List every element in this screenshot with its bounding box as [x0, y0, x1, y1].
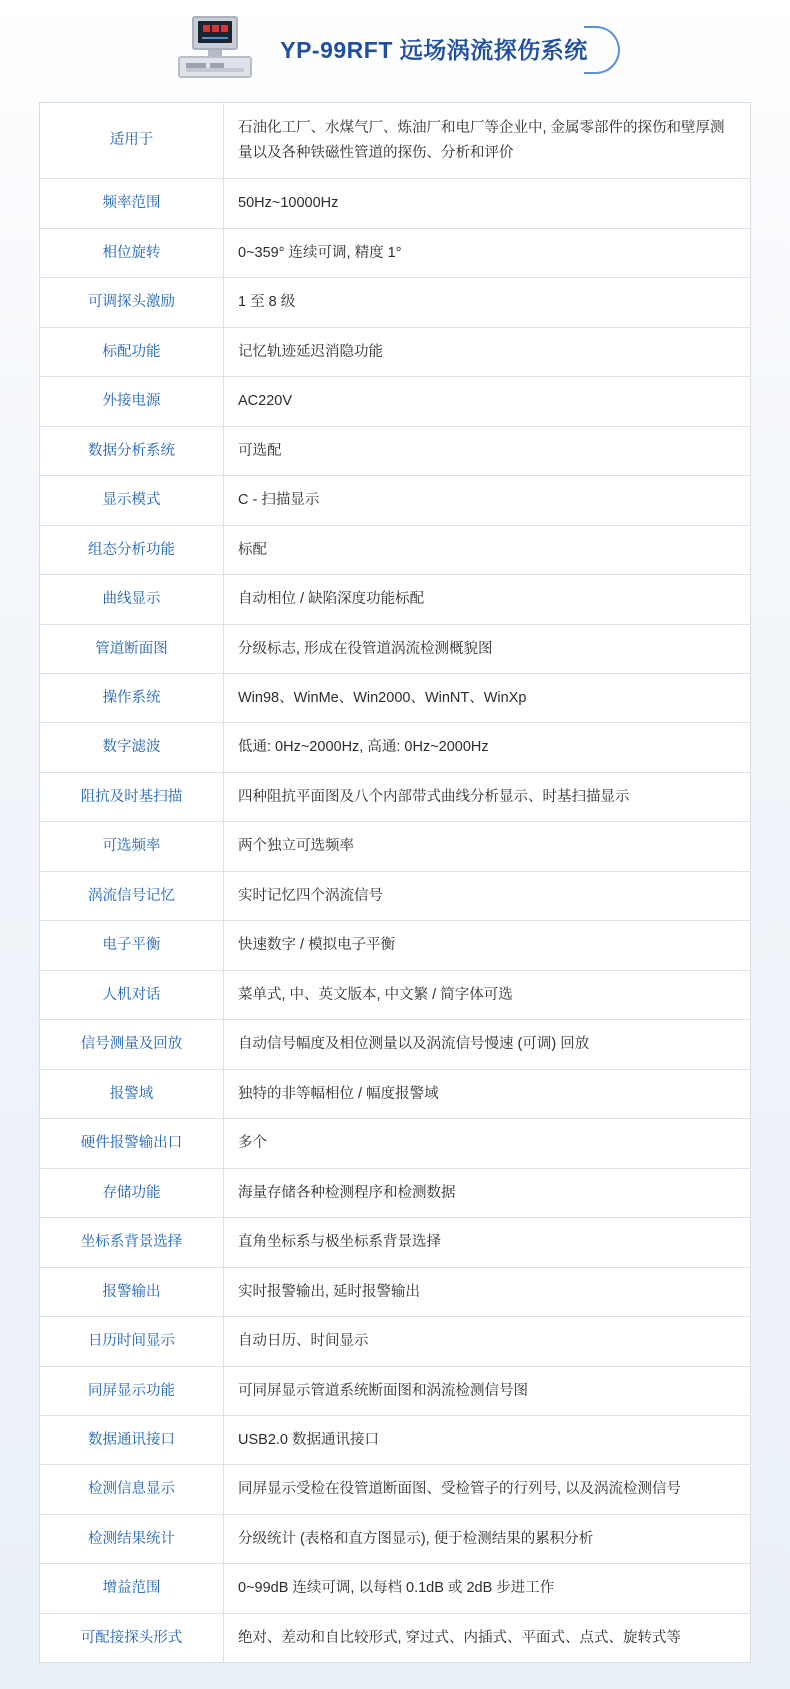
spec-value: 自动相位 / 缺陷深度功能标配	[238, 591, 425, 608]
table-row	[40, 624, 751, 673]
spec-label: 频率范围	[40, 179, 224, 228]
table-row	[40, 377, 751, 426]
spec-value: 直角坐标系与极坐标系背景选择	[238, 1234, 441, 1251]
spec-value: C - 扫描显示	[238, 492, 320, 509]
spec-value: 0~359° 连续可调, 精度 1°	[238, 244, 402, 261]
spec-value: 可同屏显示管道系统断面图和涡流检测信号图	[238, 1382, 528, 1399]
table-row	[40, 1416, 751, 1465]
table-row	[40, 1267, 751, 1316]
table-row	[40, 673, 751, 722]
table-row	[40, 921, 751, 970]
spec-label: 可选频率	[40, 822, 224, 871]
spec-label: 报警域	[40, 1069, 224, 1118]
table-row	[40, 772, 751, 821]
spec-label: 信号测量及回放	[40, 1020, 224, 1069]
spec-label: 显示模式	[40, 476, 224, 525]
monitor-screen	[192, 16, 238, 50]
table-row	[40, 228, 751, 277]
specification-table-body	[40, 103, 751, 1663]
spec-value: 两个独立可选频率	[238, 838, 354, 855]
spec-value: 50Hz~10000Hz	[238, 195, 339, 212]
table-row	[40, 575, 751, 624]
monitor-display	[198, 21, 232, 43]
table-row	[40, 525, 751, 574]
spec-label: 人机对话	[40, 970, 224, 1019]
spec-label: 阻抗及时基扫描	[40, 772, 224, 821]
page-title: YP-99RFT 远场涡流探伤系统	[280, 36, 588, 63]
spec-value: 菜单式, 中、英文版本, 中文繁 / 简字体可选	[238, 986, 513, 1003]
table-row	[40, 1317, 751, 1366]
table-row	[40, 1218, 751, 1267]
spec-value: 0~99dB 连续可调, 以每档 0.1dB 或 2dB 步进工作	[238, 1580, 555, 1597]
spec-label: 硬件报警输出口	[40, 1119, 224, 1168]
spec-value: 实时报警输出, 延时报警输出	[238, 1283, 421, 1300]
table-row	[40, 103, 751, 179]
table-row	[40, 179, 751, 228]
spec-value: 标配	[238, 541, 267, 558]
spec-label: 报警输出	[40, 1267, 224, 1316]
table-row	[40, 1119, 751, 1168]
table-row	[40, 1069, 751, 1118]
spec-label: 可调探头激励	[40, 278, 224, 327]
spec-label: 日历时间显示	[40, 1317, 224, 1366]
spec-value: 石油化工厂、水煤气厂、炼油厂和电厂等企业中, 金属零部件的探伤和壁厚测量以及各种铁磁性管道的探伤、分析和评价	[238, 120, 725, 161]
spec-value: 多个	[238, 1135, 267, 1152]
spec-value: 实时记忆四个涡流信号	[238, 887, 383, 904]
spec-label: 电子平衡	[40, 921, 224, 970]
spec-label: 组态分析功能	[40, 525, 224, 574]
table-row	[40, 723, 751, 772]
spec-value: 自动日历、时间显示	[238, 1333, 369, 1350]
spec-value: 同屏显示受检在役管道断面图、受检管子的行列号, 以及涡流检测信号	[238, 1481, 682, 1498]
spec-label: 检测结果统计	[40, 1514, 224, 1563]
display-dot	[221, 25, 228, 32]
spec-label: 可配接探头形式	[40, 1613, 224, 1662]
spec-value: Win98、WinMe、Win2000、WinNT、WinXp	[238, 689, 527, 706]
spec-label: 数据通讯接口	[40, 1416, 224, 1465]
table-row	[40, 476, 751, 525]
table-row	[40, 1465, 751, 1514]
spec-value: 独特的非等幅相位 / 幅度报警域	[238, 1085, 439, 1102]
spec-value: 记忆轨迹延迟消隐功能	[238, 343, 383, 360]
monitor-icon	[176, 14, 254, 84]
display-dot	[212, 25, 219, 32]
spec-value: 分级统计 (表格和直方图显示), 便于检测结果的累积分析	[238, 1530, 594, 1547]
table-row	[40, 1020, 751, 1069]
table-row	[40, 970, 751, 1019]
table-row	[40, 1168, 751, 1217]
spec-label: 适用于	[40, 103, 224, 179]
spec-value: 1 至 8 级	[238, 294, 296, 311]
page-title-wrapper	[268, 24, 614, 75]
table-row	[40, 278, 751, 327]
page-header	[0, 0, 790, 94]
spec-value: USB2.0 数据通讯接口	[238, 1432, 379, 1448]
spec-label: 检测信息显示	[40, 1465, 224, 1514]
table-row	[40, 1564, 751, 1613]
table-row	[40, 1613, 751, 1662]
spec-label: 数字滤波	[40, 723, 224, 772]
table-row	[40, 1514, 751, 1563]
spec-label: 曲线显示	[40, 575, 224, 624]
spec-label: 坐标系背景选择	[40, 1218, 224, 1267]
base-button-row	[186, 68, 244, 72]
spec-label: 同屏显示功能	[40, 1366, 224, 1415]
specification-table	[39, 102, 751, 1663]
spec-label: 涡流信号记忆	[40, 871, 224, 920]
instrument-base	[178, 56, 252, 78]
spec-label: 标配功能	[40, 327, 224, 376]
display-waveform	[202, 37, 228, 39]
spec-label: 存储功能	[40, 1168, 224, 1217]
spec-label: 管道断面图	[40, 624, 224, 673]
spec-value: 自动信号幅度及相位测量以及涡流信号慢速 (可调) 回放	[238, 1036, 590, 1053]
spec-value: 低通: 0Hz~2000Hz, 高通: 0Hz~2000Hz	[238, 739, 489, 756]
spec-label: 增益范围	[40, 1564, 224, 1613]
spec-value: 可选配	[238, 442, 282, 459]
spec-value: AC220V	[238, 393, 293, 410]
table-row	[40, 871, 751, 920]
spec-value: 四种阻抗平面图及八个内部带式曲线分析显示、时基扫描显示	[238, 788, 630, 805]
display-dot	[203, 25, 210, 32]
table-row	[40, 426, 751, 475]
table-row	[40, 822, 751, 871]
spec-value: 绝对、差动和自比较形式, 穿过式、内插式、平面式、点式、旋转式等	[238, 1629, 682, 1646]
spec-value: 海量存储各种检测程序和检测数据	[238, 1184, 456, 1201]
spec-value: 快速数字 / 模拟电子平衡	[238, 937, 396, 954]
spec-label: 数据分析系统	[40, 426, 224, 475]
table-row	[40, 327, 751, 376]
table-row	[40, 1366, 751, 1415]
spec-label: 相位旋转	[40, 228, 224, 277]
spec-value: 分级标志, 形成在役管道涡流检测概貌图	[238, 640, 493, 657]
spec-label: 外接电源	[40, 377, 224, 426]
spec-label: 操作系统	[40, 673, 224, 722]
